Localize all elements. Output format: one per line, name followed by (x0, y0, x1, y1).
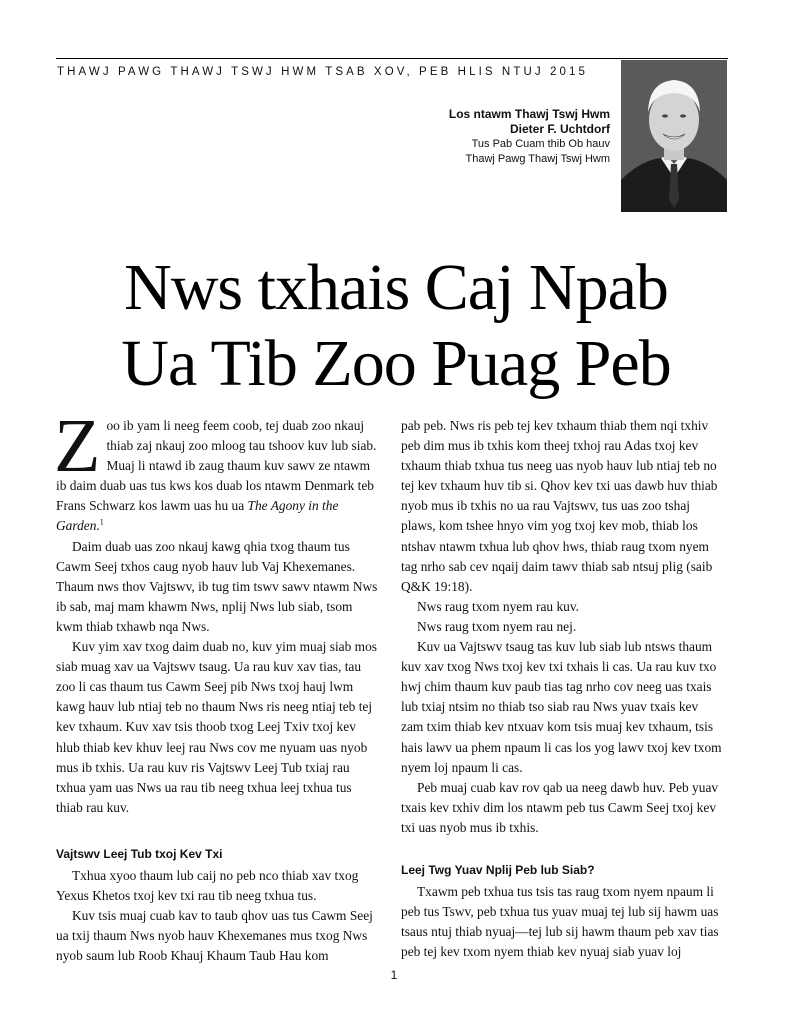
drop-cap: Z (54, 404, 101, 488)
title-line-2: Ua Tib Zoo Puag Peb (121, 327, 671, 400)
author-portrait (621, 60, 727, 212)
paragraph-1-end: . (96, 518, 100, 534)
paragraph-1 (54, 404, 378, 537)
section-heading-2: Leej Twg Yuav Nplij Peb lub Siab? (401, 862, 595, 877)
footnote-marker: 1 (99, 518, 104, 527)
paragraph-9: Kuv ua Vajtswv tsaug tas kuv lub siab lub ntsws thaum kuv xav txog Nws txoj kev txi txhais li cas. Ua rau kuv txo hwj chim thaum kuv paub tias tag nrho cov neeg uas txais lub txiaj ntsim no thiab tso siab rau Nws yuav txais kev zam txim thiab kev ntxuav kom tsis muaj kev txhaum, tsis hais lawv ua phem npaum li cas los yog lawv txoj kev txom nyem loj npaum li cas. (401, 639, 722, 775)
header-rule (56, 58, 728, 59)
page-number: 1 (390, 968, 398, 982)
paragraph-3: Kuv yim xav txog daim duab no, kuv yim muaj siab mos siab muag xav ua Vajtswv tsaug. Ua rau kuv xav tias, tau zoo li cas thaum tus Cawm Seej pib Nws txoj hauj lwm kawg hauv lub ntiaj teb no thaum Nws ris neeg ntiaj teb tej kev txhaum. Kuv xav tsis thoob txog Leej Txiv txoj kev hlub thiab kev khuv leej rau Nws cov me nyuam uas nyob mus ib txhis. Ua rau kuv ris Vajtswv Leej Tub txiaj rau txhua yam uas Nws ua rau tib neeg txhua leej txhua tus thiab rau kuv. (56, 639, 377, 815)
running-header: THAWJ PAWG THAWJ TSWJ HWM TSAB XOV, PEB HLIS NTUJ 2015 (57, 66, 588, 78)
painting-title: The Agony in the Garden (56, 498, 339, 534)
paragraph-5: Kuv tsis muaj cuab kav to taub qhov uas tus Cawm Seej ua txij thaum Nws nyob hauv Khexemanes mus txog Nws nyob saum lub Roob Khauj Khaum Taub Hau kom (56, 908, 373, 964)
section-heading-1: Vajtswv Leej Tub txoj Kev Txi (56, 846, 223, 861)
author-role-line2: Thawj Pawg Thawj Tswj Hwm (465, 153, 610, 165)
author-block (310, 107, 610, 167)
author-name: Dieter F. Uchtdorf (509, 122, 610, 136)
author-role-line1: Tus Pab Cuam thib Ob hauv (471, 138, 610, 150)
title-line-1: Nws txhais Caj Npab (124, 251, 668, 324)
left-column (54, 404, 378, 966)
paragraph-10: Peb muaj cuab kav rov qab ua neeg dawb huv. Peb yuav txais kev txhiv dim los ntawm peb tus Cawm Seej txoj kev txi uas nyob mus ib txhis. (401, 779, 719, 835)
paragraph-7: Nws raug txom nyem rau kuv. (417, 598, 580, 614)
right-column (401, 416, 723, 962)
paragraph-4: Txhua xyoo thaum lub caij no peb nco thiab xav txog Yexus Khetos txoj kev txi rau tib neeg txhua tus. (56, 867, 359, 903)
paragraph-11: Txawm peb txhua tus tsis tas raug txom nyem npaum li peb tus Tswv, peb txhua tus yuav muaj tej lub sij hawm uas tsaus ntuj thiab nyuaj—tej lub sij hawm thaum peb xav tias peb tej kev txom nyem thiab kev nyuaj siab yuav loj (401, 883, 719, 960)
paragraph-1-text: oo ib yam li neeg feem coob, tej duab zoo nkauj thiab zaj nkauj zoo mloog tau tshoov kuv lub siab. Muaj li ntawd ib zaug thaum kuv sawv ze ntawm ib daim duab uas tus kws kos duab los ntawm Denmark teb Frans Schwarz kos lawm uas hu ua (56, 418, 377, 514)
article-title (56, 250, 736, 402)
paragraph-6: pab peb. Nws ris peb tej kev txhaum thiab them nqi txhiv peb dim mus ib txhis kom theej txhoj rau Adas txoj kev txhaum thiab txhua tus neeg uas nyob hauv lub ntiaj teb no tej kev txhaum huv tib si. Qhov kev txi uas dawb huv thiab nyob mus ib txhis no ua rau Vajtswv, tus uas zoo tshaj plaws, kom tshee hnyo vim yog txoj kev mob, thiab los ntshav ntawm txhua lub qhov hws, thiab raug txom nyem tag nrho sab cev nqaij daim tawv thiab sab ntsuj plig (saib Q&K 19:18). (401, 418, 718, 594)
paragraph-2: Daim duab uas zoo nkauj kawg qhia txog thaum tus Cawm Seej txhos caug nyob hauv lub Vaj Khexemanes. Thaum nws thov Vajtswv, ib tug tim tswv sawv ntawm Nws ib sab, maj mam khawm Nws, nplij Nws lub siab, tsom kwm thiab txhawb nqa Nws. (56, 538, 378, 634)
author-label: Los ntawm Thawj Tswj Hwm (448, 107, 610, 121)
paragraph-8: Nws raug txom nyem rau nej. (417, 618, 577, 634)
